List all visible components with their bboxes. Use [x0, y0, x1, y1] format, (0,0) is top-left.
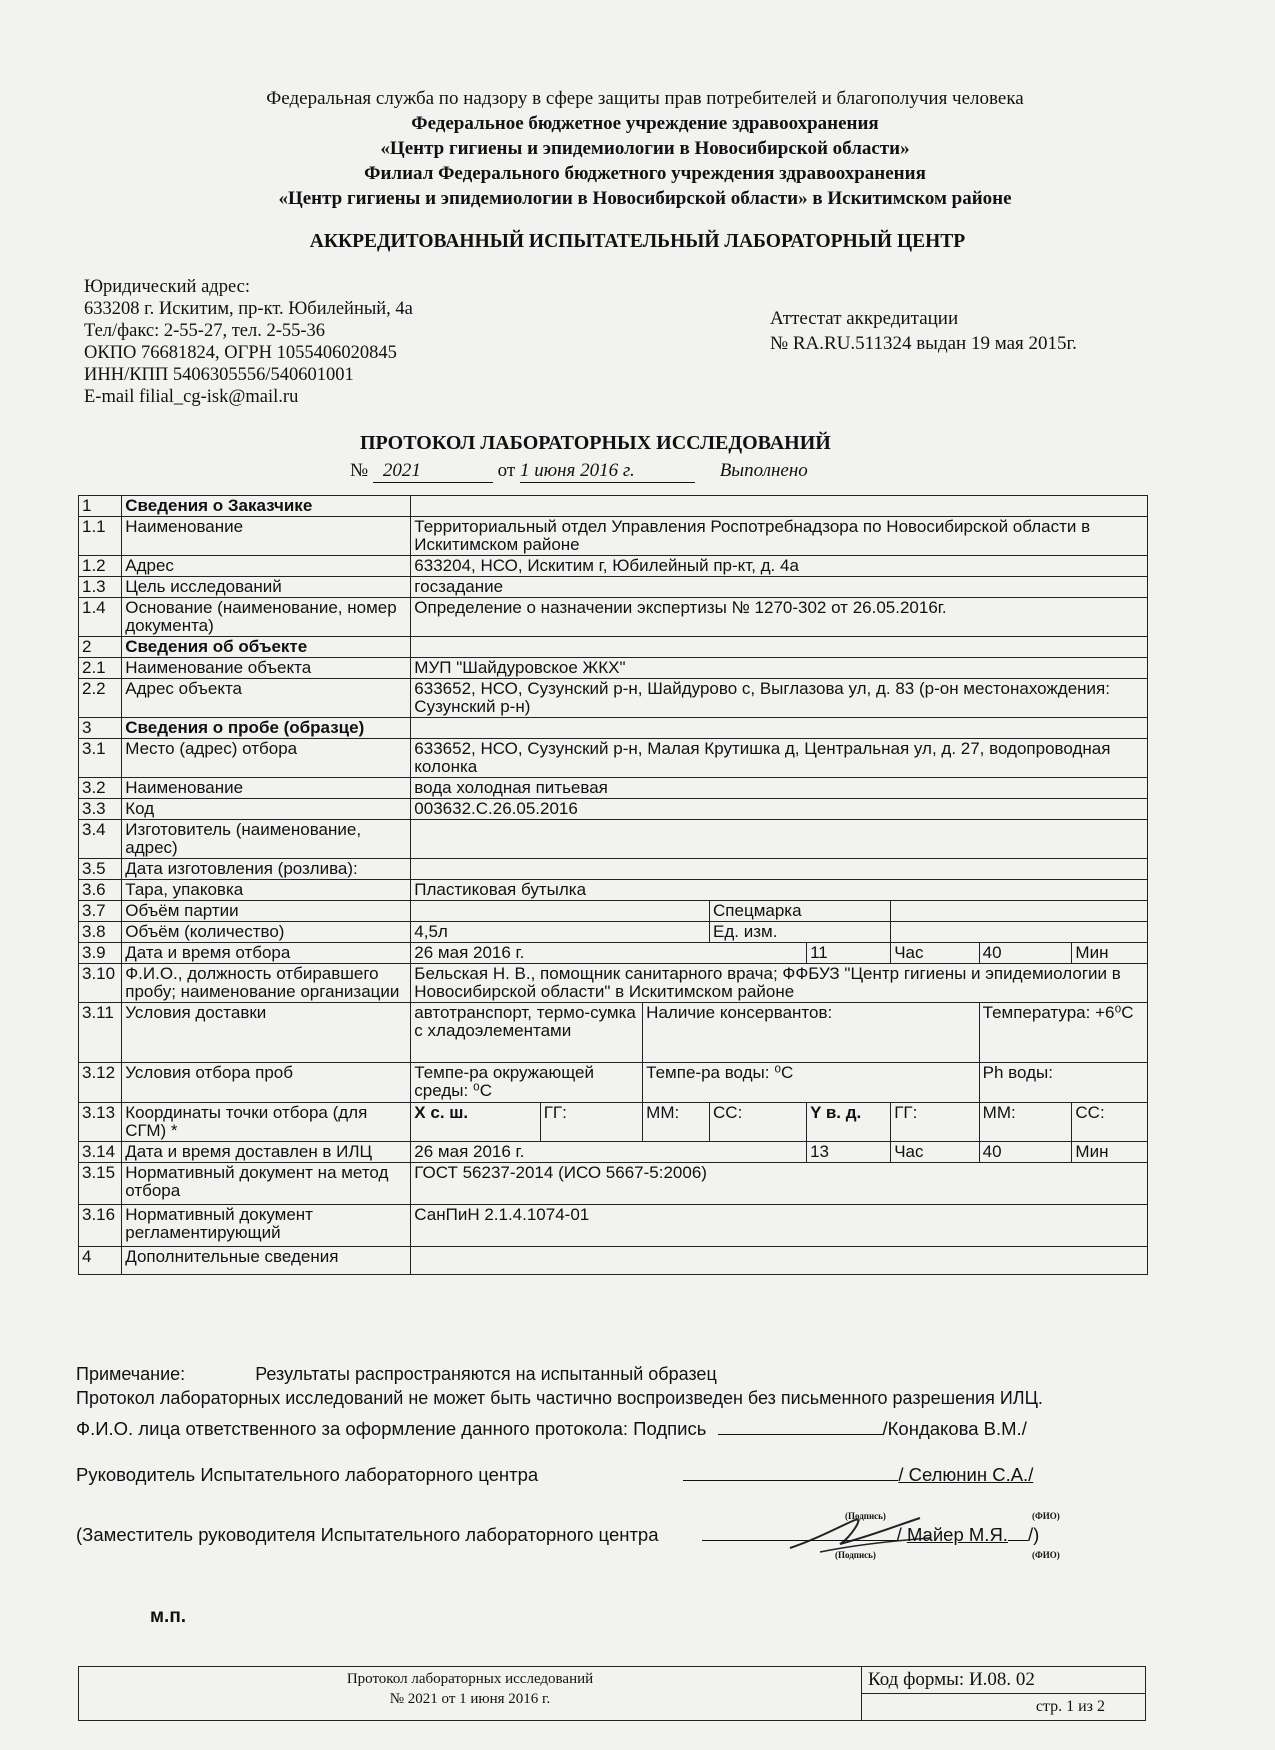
podpis-caption-top: (Подпись): [845, 1511, 886, 1521]
minute-label: Мин: [1072, 1142, 1148, 1163]
row-label: Основание (наименование, номер документа): [122, 598, 411, 637]
row-number: 2.2: [79, 679, 122, 718]
protocol-status: Выполнено: [719, 460, 808, 481]
row-number: 1.2: [79, 556, 122, 577]
responsible-label: Ф.И.О. лица ответственного за оформление данного протокола: Подпись: [76, 1418, 707, 1439]
protocol-date: 1 июня 2016 г.: [520, 460, 695, 483]
row-value: МУП "Шайдуровское ЖКХ": [411, 658, 1148, 679]
row-label: Наименование: [122, 517, 411, 556]
header-line-3: «Центр гигиены и эпидемиологии в Новосибирской области»: [380, 138, 910, 159]
number-sign: №: [350, 460, 369, 481]
row-number: 3.16: [79, 1205, 122, 1247]
sampling-hour: 11: [807, 943, 891, 964]
row-value: [411, 859, 1148, 880]
ambient-temperature: Темпе-ра окружающей среды: ⁰С: [411, 1063, 643, 1103]
header-line-5: «Центр гигиены и эпидемиологии в Новосибирской области» в Искитимском районе: [278, 188, 1012, 209]
address-line-4: ИНН/КПП 5406305556/540601001: [84, 365, 354, 385]
row-number: 3.11: [79, 1003, 122, 1063]
water-temperature: Темпе-ра воды: ⁰С: [643, 1063, 979, 1103]
legal-address: [84, 276, 413, 408]
table-row: [79, 658, 1148, 679]
signature-line: [702, 1540, 897, 1541]
section-sample: [79, 718, 1148, 739]
fio-caption-top: (ФИО): [1032, 1511, 1060, 1521]
from-label: от: [497, 460, 516, 481]
table-row: [79, 1063, 1148, 1103]
address-line-3: ОКПО 76681824, ОГРН 1055406020845: [84, 343, 397, 363]
row-value: Пластиковая бутылка: [411, 880, 1148, 901]
row-label: Код: [122, 799, 411, 820]
table-row: [79, 859, 1148, 880]
footer-title: Протокол лабораторных исследований: [346, 1671, 594, 1687]
table-row: [79, 577, 1148, 598]
document-header: [140, 86, 1150, 211]
coord-x-degrees: ГГ:: [540, 1103, 642, 1142]
coord-y-label: Y в. д.: [807, 1103, 891, 1142]
row-number: 3.8: [79, 922, 122, 943]
head-name: / Селюнин С.А./: [898, 1464, 1034, 1485]
accreditation-label: Аттестат аккредитации: [770, 308, 959, 329]
protocol-number-line: [350, 460, 808, 483]
table-row: [79, 820, 1148, 859]
table-row: [79, 943, 1148, 964]
row-number: 1.1: [79, 517, 122, 556]
signature-line: [683, 1480, 898, 1481]
row-number: 3.6: [79, 880, 122, 901]
sampling-minute: 40: [979, 943, 1072, 964]
row-label: Наименование объекта: [122, 658, 411, 679]
row-value: СанПиН 2.1.4.1074-01: [411, 1205, 1148, 1247]
hour-label: Час: [891, 1142, 979, 1163]
delivery-hour: 13: [807, 1142, 891, 1163]
preservatives: Наличие консервантов:: [643, 1003, 979, 1063]
unit-value: [891, 922, 1148, 943]
row-value: Определение о назначении экспертизы № 1270-302 от 26.05.2016г.: [411, 598, 1148, 637]
section-title: Сведения об объекте: [122, 637, 411, 658]
row-label: Тара, упаковка: [122, 880, 411, 901]
row-label: Координаты точки отбора (для СГМ) *: [122, 1103, 411, 1142]
row-value: вода холодная питьевая: [411, 778, 1148, 799]
sampling-date: 26 мая 2016 г.: [411, 943, 807, 964]
row-value: [411, 1247, 1148, 1275]
section-title: Сведения о пробе (образце): [122, 718, 411, 739]
row-value: 633204, НСО, Искитим г, Юбилейный пр-кт, д. 4а: [411, 556, 1148, 577]
responsible-signature: [76, 1418, 1027, 1440]
coord-y-seconds: СС:: [1072, 1103, 1148, 1142]
row-value: 633652, НСО, Сузунский р-н, Малая Крутишка д, Центральная ул, д. 27, водопроводная колонка: [411, 739, 1148, 778]
deputy-signature: (Заместитель руководителя Испытательного лабораторного центра / Майер М.Я. /): [76, 1524, 1040, 1545]
row-label: Адрес: [122, 556, 411, 577]
row-label: Условия доставки: [122, 1003, 411, 1063]
table-row: [79, 964, 1148, 1003]
unit-label: Ед. изм.: [710, 922, 891, 943]
table-row: [79, 556, 1148, 577]
row-value: 4,5л: [411, 922, 710, 943]
delivery-minute: 40: [979, 1142, 1072, 1163]
row-label: Место (адрес) отбора: [122, 739, 411, 778]
delivery-conditions: автотранспорт, термо-сумка с хладоэлементами: [411, 1003, 643, 1063]
row-label: Адрес объекта: [122, 679, 411, 718]
row-number: 3.13: [79, 1103, 122, 1142]
row-number: 2.1: [79, 658, 122, 679]
row-number: 3.10: [79, 964, 122, 1003]
address-label: Юридический адрес:: [84, 277, 250, 297]
minute-label: Мин: [1072, 943, 1148, 964]
row-value: Бельская Н. В., помощник санитарного врача; ФФБУЗ "Центр гигиены и эпидемиологии в Новосибирской области" в Искитимском районе: [411, 964, 1148, 1003]
row-label: Нормативный документ регламентирующий: [122, 1205, 411, 1247]
row-label: Изготовитель (наименование, адрес): [122, 820, 411, 859]
table-row: [79, 1103, 1148, 1142]
hour-label: Час: [891, 943, 979, 964]
row-label: Дата изготовления (розлива):: [122, 859, 411, 880]
row-number: 4: [79, 1247, 122, 1275]
row-number: 3.14: [79, 1142, 122, 1163]
deputy-name: Майер М.Я.: [906, 1524, 1008, 1545]
address-line-2: Тел/факс: 2-55-27, тел. 2-55-36: [84, 321, 326, 341]
table-row: [79, 1205, 1148, 1247]
row-label: Дополнительные сведения: [122, 1247, 411, 1275]
table-row: [79, 1247, 1148, 1275]
center-title: АККРЕДИТОВАННЫЙ ИСПЫТАТЕЛЬНЫЙ ЛАБОРАТОРНЫЙ ЦЕНТР: [309, 231, 966, 252]
responsible-name: /Кондакова В.М./: [882, 1418, 1027, 1439]
deputy-label: (Заместитель руководителя Испытательного лабораторного центра: [76, 1524, 659, 1545]
protocol-table: [78, 495, 1148, 1275]
special-mark-label: Спецмарка: [710, 901, 891, 922]
row-value: [411, 820, 1148, 859]
table-row: [79, 922, 1148, 943]
note-line-2: Протокол лабораторных исследований не может быть частично воспроизведен без письменного разрешения ИЛЦ.: [76, 1388, 1043, 1408]
protocol-number: 2021: [373, 460, 493, 483]
head-signature: [76, 1464, 1033, 1486]
stamp-place: м.п.: [150, 1606, 187, 1627]
row-number: 3.5: [79, 859, 122, 880]
section-title: Сведения о Заказчике: [122, 496, 411, 517]
table-row: [79, 517, 1148, 556]
row-number: 3.9: [79, 943, 122, 964]
table-row: [79, 880, 1148, 901]
row-number: 3.3: [79, 799, 122, 820]
table-row: [79, 1163, 1148, 1205]
row-label: Наименование: [122, 778, 411, 799]
row-number: 3.15: [79, 1163, 122, 1205]
notes-block: [76, 1362, 1043, 1410]
table-row: [79, 679, 1148, 718]
coord-x-seconds: СС:: [710, 1103, 807, 1142]
note-label: Примечание:: [76, 1364, 186, 1384]
row-label: Нормативный документ на метод отбора: [122, 1163, 411, 1205]
water-ph: Ph воды:: [979, 1063, 1147, 1103]
fio-caption: (ФИО): [1032, 1550, 1060, 1560]
table-row: [79, 799, 1148, 820]
row-number: 2: [79, 637, 122, 658]
note-text: Результаты распространяются на испытанный образец: [255, 1364, 717, 1384]
row-label: Объём (количество): [122, 922, 411, 943]
section-customer: [79, 496, 1148, 517]
coord-y-degrees: ГГ:: [891, 1103, 979, 1142]
row-value: ГОСТ 56237-2014 (ИСО 5667-5:2006): [411, 1163, 1148, 1205]
footer-number: № 2021 от 1 июня 2016 г.: [389, 1691, 551, 1707]
special-mark-value: [891, 901, 1148, 922]
row-label: Условия отбора проб: [122, 1063, 411, 1103]
row-number: 3.4: [79, 820, 122, 859]
coord-x-minutes: ММ:: [643, 1103, 710, 1142]
section-object: [79, 637, 1148, 658]
coord-y-minutes: ММ:: [979, 1103, 1072, 1142]
row-label: Дата и время отбора: [122, 943, 411, 964]
row-value: [411, 901, 710, 922]
row-number: 3.2: [79, 778, 122, 799]
protocol-title: ПРОТОКОЛ ЛАБОРАТОРНЫХ ИССЛЕДОВАНИЙ: [360, 432, 831, 454]
accreditation-block: [770, 306, 1077, 356]
head-label: Руководитель Испытательного лабораторного центра: [76, 1464, 539, 1485]
row-number: 1: [79, 496, 122, 517]
row-value: Территориальный отдел Управления Роспотребнадзора по Новосибирской области в Искитимском районе: [411, 517, 1148, 556]
header-line-1: Федеральная служба по надзору в сфере защиты прав потребителей и благополучия человека: [266, 88, 1024, 109]
podpis-caption: (Подпись): [835, 1550, 876, 1560]
page-number: стр. 1 из 2: [1035, 1698, 1105, 1715]
row-label: Ф.И.О., должность отбиравшего пробу; наименование организации: [122, 964, 411, 1003]
table-row: [79, 598, 1148, 637]
header-line-2: Федеральное бюджетное учреждение здравоохранения: [411, 113, 879, 134]
row-number: 1.4: [79, 598, 122, 637]
row-value: 633652, НСО, Сузунский р-н, Шайдурово с, Выглазова ул, д. 83 (р-он местонахождения: Сузунский р-н): [411, 679, 1148, 718]
form-code: Код формы: И.08. 02: [862, 1667, 1145, 1694]
signature-line: [718, 1434, 883, 1435]
row-value: 003632.С.26.05.2016: [411, 799, 1148, 820]
delivery-date: 26 мая 2016 г.: [411, 1142, 807, 1163]
address-line-1: 633208 г. Искитим, пр-кт. Юбилейный, 4а: [84, 299, 413, 319]
temperature: Температура: +6⁰С: [979, 1003, 1147, 1063]
row-number: 3: [79, 718, 122, 739]
table-row: [79, 1142, 1148, 1163]
row-label: Дата и время доставлен в ИЛЦ: [122, 1142, 411, 1163]
coord-x-label: X с. ш.: [411, 1103, 540, 1142]
table-row: [79, 778, 1148, 799]
row-number: 3.1: [79, 739, 122, 778]
footer-table: [78, 1666, 1146, 1721]
accreditation-number: № RA.RU.511324 выдан 19 мая 2015г.: [770, 333, 1077, 354]
row-number: 1.3: [79, 577, 122, 598]
row-value: госзадание: [411, 577, 1148, 598]
table-row: [79, 901, 1148, 922]
address-line-5: E-mail filial_cg-isk@mail.ru: [84, 387, 299, 407]
table-row: [79, 1003, 1148, 1063]
row-number: 3.12: [79, 1063, 122, 1103]
header-line-4: Филиал Федерального бюджетного учреждения здравоохранения: [364, 163, 926, 184]
table-row: [79, 739, 1148, 778]
row-number: 3.7: [79, 901, 122, 922]
row-label: Цель исследований: [122, 577, 411, 598]
deputy-close: /): [1027, 1524, 1040, 1545]
row-label: Объём партии: [122, 901, 411, 922]
